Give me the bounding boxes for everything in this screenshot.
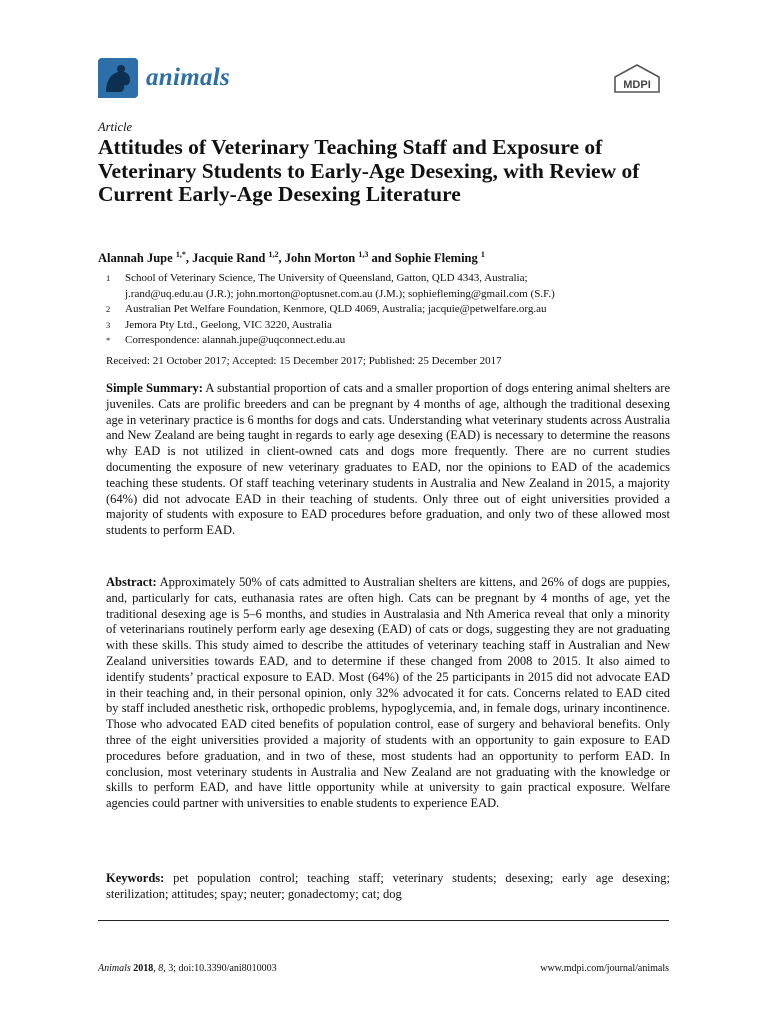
journal-name: animals <box>146 64 231 91</box>
keywords <box>106 871 670 903</box>
affiliation-item <box>106 302 676 318</box>
simple-summary <box>106 381 670 539</box>
author-separator: , <box>278 251 285 266</box>
abstract-text: Approximately 50% of cats admitted to Australian shelters are kittens, and 26% of dogs are puppies, and, particularly for cats, euthanasia rates are often high. Cats can be pregnant by 4 months of age, yet the traditional desexing age is 5–6 months, and studies in Australasia and Nth America reveal that only a minority of veterinarians routinely perform early age desexing (EAD) of cats or dogs, suggesting they are not graduating with these skills. This study aimed to describe the attitudes of veterinary teaching staff in Australian and New Zealand universities towards EAD, and to determine if these changed from 2008 to 2015. It also aimed to identify students’ practical exposure to EAD. Most (64%) of the 25 participants in 2015 did not advocate EAD in their teaching and, in their personal opinion, only 32% advocated it for cats. Concerns related to EAD cited by staff included anesthetic risk, orthopedic problems, hypoglycemia, and, in female dogs, urinary incontinence. Those who advocated EAD cited benefits of population control, ease of surgery and behavioral benefits. Only three of the eight universities provided a majority of students with an opportunity to gain exposure to EAD procedures before graduation, and in two of these, most students had an opportunity to perform EAD. In conclusion, most veterinary students in Australia and New Zealand are not graduating with the knowledge or skills to perform EAD, and have little opportunity while at university to gain practical exposure. Welfare agencies could partner with universities to enable students to experience EAD. <box>106 575 670 811</box>
author-name: John Morton <box>284 251 356 266</box>
journal-logo <box>98 58 230 98</box>
simple-summary-text: A substantial proportion of cats and a smaller proportion of dogs entering animal shelters are juveniles. Cats are prolific breeders and can be pregnant by 4 months of age, although the traditional desexing age in veterinary practice is 6 months for dogs and cats. Understanding what veterinary students across Australia and New Zealand are being taught in regards to early age desexing (EAD) is necessary to determine the reasons why EAD is not utilized in client-owned cats and dogs more frequently. There are no current studies documenting the exposure of new veterinary graduates to EAD, nor the opinions to EAD of the academics teaching these students. Of staff teaching veterinary students in Australia and New Zealand in 2015, a majority (64%) did not advocate EAD in their teaching of students. Only three out of eight universities provided a majority of students with exposure to EAD procedures before graduation, and only two of these allowed most students to perform EAD. <box>106 381 670 538</box>
article-type: Article <box>98 120 133 134</box>
affiliation-mark: 3 <box>106 319 111 330</box>
author-affiliation-mark: 1,* <box>175 250 186 259</box>
affiliation-item <box>106 318 676 334</box>
affiliation-text: j.rand@uq.edu.au (J.R.); john.morton@optusnet.com.au (J.M.); sophiefleming@gmail.com (S.F.) <box>125 287 555 300</box>
affiliation-text: Australian Pet Welfare Foundation, Kenmore, QLD 4069, Australia; jacquie@petwelfare.org.au <box>125 303 547 315</box>
author-affiliation-mark: 1,2 <box>268 250 279 259</box>
affiliation-text: Jemora Pty Ltd., Geelong, VIC 3220, Australia <box>125 318 332 331</box>
publication-dates: Received: 21 October 2017; Accepted: 15 December 2017; Published: 25 December 2017 <box>106 355 502 367</box>
footer-volume: 8 <box>158 963 164 974</box>
affiliation-text: Correspondence: alannah.jupe@uqconnect.edu.au <box>125 334 346 346</box>
keywords-label: Keywords: <box>106 871 165 885</box>
svg-text:MDPI: MDPI <box>623 79 651 91</box>
citation-footer: Animals 2018, 8, 3; doi:10.3390/ani8010003 <box>98 963 277 974</box>
author-name: Sophie Fleming <box>394 251 478 266</box>
journal-url[interactable]: www.mdpi.com/journal/animals <box>540 963 669 974</box>
publisher-logo <box>612 64 662 94</box>
affiliation-text: School of Veterinary Science, The University of Queensland, Gatton, QLD 4343, Australia; <box>125 272 528 284</box>
footer-journal: Animals <box>98 963 131 974</box>
author-affiliation-mark: 1,3 <box>358 250 369 259</box>
journal-logo-icon <box>98 58 138 98</box>
affiliation-mark: 2 <box>106 304 111 314</box>
article-title: Attitudes of Veterinary Teaching Staff and Exposure of Veterinary Students to Early-Age Desexing, with Review of Current Early-Age Desexing Literature <box>98 135 640 206</box>
abstract-label: Abstract: <box>106 575 157 589</box>
author-affiliation-mark: 1 <box>480 250 485 259</box>
keywords-text: pet population control; teaching staff; veterinary students; desexing; early age desexing; sterilization; attitudes; spay; neuter; gonadectomy; cat; dog <box>106 871 670 901</box>
affiliation-mark: 1 <box>106 273 111 283</box>
abstract <box>106 575 670 812</box>
simple-summary-label: Simple Summary: <box>106 381 203 395</box>
author-name: Alannah Jupe <box>98 251 173 266</box>
footer-doi: , 3; doi:10.3390/ani8010003 <box>163 963 277 974</box>
affiliation-list <box>106 271 676 349</box>
section-divider <box>98 920 669 921</box>
author-list <box>98 250 668 266</box>
author-separator: and <box>368 251 395 266</box>
affiliation-mark <box>106 287 125 303</box>
affiliation-item <box>106 287 676 303</box>
affiliation-item <box>106 271 676 287</box>
author-name: Jacquie Rand <box>192 251 266 266</box>
affiliation-mark: * <box>106 335 111 345</box>
affiliation-item <box>106 333 676 349</box>
author-separator: , <box>185 251 193 266</box>
footer-year: 2018 <box>133 963 154 974</box>
